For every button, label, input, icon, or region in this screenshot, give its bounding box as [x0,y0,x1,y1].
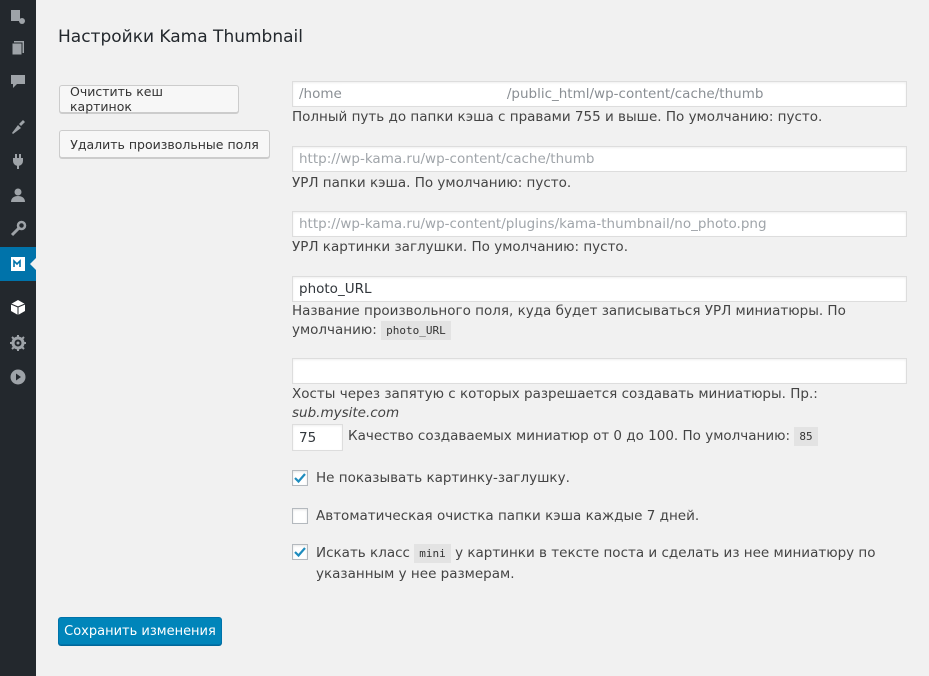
quality-input[interactable] [292,424,343,451]
auto-clear-checkbox[interactable] [292,508,308,524]
mini-class-checkbox[interactable] [292,544,308,560]
media-icon[interactable] [0,0,36,34]
meta-key-input[interactable] [292,276,907,302]
mini-class-label[interactable] [316,543,896,584]
cache-url-input[interactable] [292,146,907,172]
cache-path-description: Полный путь до папки кэша с правами 755 и выше. По умолчанию: пусто. [292,109,823,125]
pages-icon[interactable] [0,31,36,65]
cache-path-input[interactable] [292,81,907,107]
cache-url-description: УРЛ папки кэша. По умолчанию: пусто. [292,175,572,191]
play-icon[interactable] [0,360,36,394]
admin-sidebar [0,0,36,676]
cache-path-value-end: /public_html/wp-content/cache/thumb [506,86,764,102]
allowed-hosts-input[interactable] [292,358,907,384]
cache-path-value-start: /home [299,86,342,102]
appearance-icon[interactable] [0,110,36,144]
mini-class-code: mini [414,544,451,563]
delete-custom-fields-button[interactable]: Удалить произвольные поля [59,130,270,158]
settings-active-icon[interactable] [0,247,36,281]
plugins-icon[interactable] [0,144,36,178]
comments-icon[interactable] [0,64,36,98]
checkmark-icon [293,471,307,485]
tools-icon[interactable] [0,212,36,246]
meta-key-description [292,302,912,340]
clear-cache-button[interactable]: Очистить кеш картинок [59,85,239,113]
no-photo-url-description: УРЛ картинки заглушки. По умолчанию: пусто. [292,239,628,255]
no-stub-label[interactable]: Не показывать картинку-заглушку. [316,470,570,486]
quality-label [348,428,818,444]
mini-class-label-before: Искать класс [316,545,410,561]
mini-class-label-line2: указанным у нее размерам. [316,566,515,582]
no-photo-url-input[interactable] [292,211,907,237]
allowed-hosts-description-text: Хосты через запятую с которых разрешается создавать миниатюры. Пр.: [292,386,818,402]
users-icon[interactable] [0,178,36,212]
allowed-hosts-description [292,385,912,423]
save-changes-button[interactable]: Сохранить изменения [58,617,222,645]
meta-key-default-code: photo_URL [381,321,451,340]
box-icon[interactable] [0,290,36,324]
no-stub-checkbox[interactable] [292,470,308,486]
meta-key-description-line1: Название произвольного поля, куда будет записываться УРЛ миниатюры. По [292,303,846,319]
checkmark-icon [293,545,307,559]
page-title: Настройки Kama Thumbnail [58,27,303,47]
quality-default-code: 85 [794,427,817,446]
auto-clear-label[interactable]: Автоматическая очистка папки кэша каждые 7 дней. [316,508,700,524]
gear-icon[interactable] [0,326,36,360]
allowed-hosts-example: sub.mysite.com [292,405,400,421]
redacted-segment [342,84,507,104]
quality-label-text: Качество создаваемых миниатюр от 0 до 100. По умолчанию: [348,428,791,444]
mini-class-label-after: у картинки в тексте поста и сделать из нее миниатюру по [455,545,876,561]
meta-key-description-line2: умолчанию: [292,322,377,338]
